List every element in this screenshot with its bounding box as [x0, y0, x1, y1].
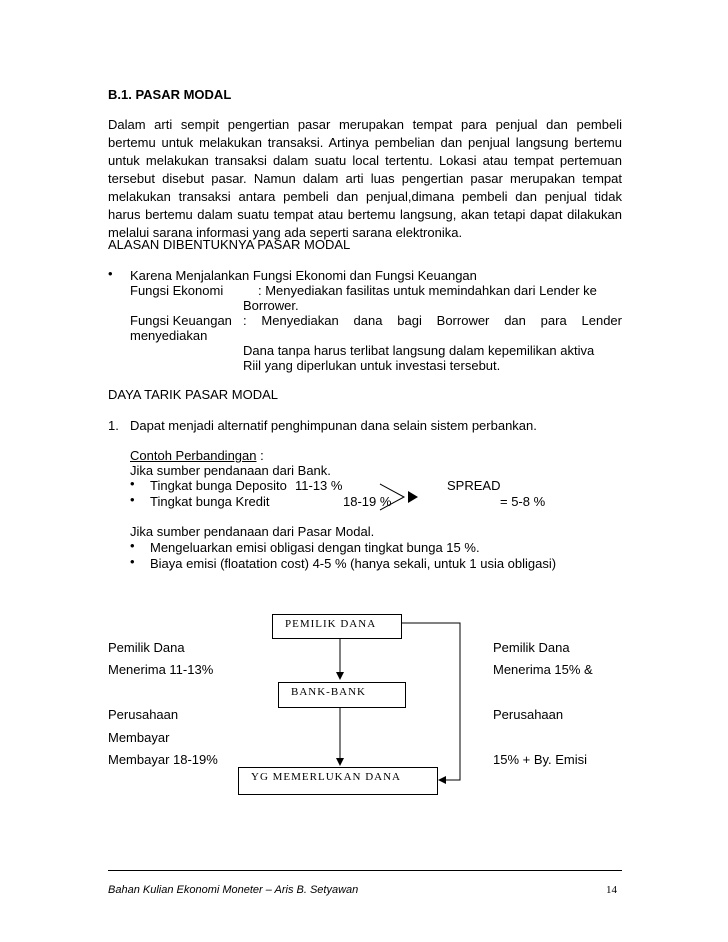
intro-line: harus bertemu dalam suatu tempat atau bertemu langsung, akan tetapi dapat dilakukan [108, 207, 622, 222]
left-caption: Perusahaan [108, 707, 179, 722]
credit-label: Tingkat bunga Kredit [150, 494, 270, 509]
intro-line: Dalam arti sempit pengertian pasar merupakan tempat para penjual dan pembeli [108, 117, 622, 132]
bank-intro: Jika sumber pendanaan dari Bank. [130, 463, 331, 478]
example-colon: : [256, 448, 264, 463]
credit-value: 18-19 % [343, 494, 392, 509]
fungsi-keuangan-label: Fungsi Keuangan [130, 313, 232, 328]
left-caption: Membayar 18-19% [108, 752, 218, 767]
box-yg-memerlukan-dana [238, 767, 438, 795]
reasons-item: Karena Menjalankan Fungsi Ekonomi dan Fungsi Keuangan [130, 268, 477, 283]
spread-label: SPREAD [447, 478, 501, 493]
right-caption: 15% + By. Emisi [493, 752, 588, 767]
fungsi-keuangan-wrap: menyediakan [130, 328, 208, 343]
point-number: 1. [108, 418, 119, 433]
market-item: Mengeluarkan emisi obligasi dengan tingkat bunga 15 %. [150, 540, 480, 555]
fungsi-ekonomi-desc: : Menyediakan fasilitas untuk memindahkan dari Lender ke [258, 283, 597, 298]
right-caption: Perusahaan [493, 707, 564, 722]
fungsi-ekonomi-label: Fungsi Ekonomi [130, 283, 224, 298]
example-label: Contoh Perbandingan [130, 448, 257, 463]
box-bank-label: BANK-BANK [291, 686, 366, 698]
box-bank [278, 682, 406, 708]
intro-line: untuk melakukan transaksi dalam suatu local tertentu. Lokasi atau tempat pertemuan [108, 153, 622, 168]
reasons-heading: ALASAN DIBENTUKNYA PASAR MODAL [108, 237, 351, 252]
right-caption: Pemilik Dana [493, 640, 570, 655]
box-yg-memerlukan-dana-label: YG MEMERLUKAN DANA [251, 771, 401, 783]
attraction-heading: DAYA TARIK PASAR MODAL [108, 387, 279, 402]
fungsi-keuangan-desc: : Menyediakan dana bagi Borrower dan para Lender [243, 313, 622, 328]
bullet-icon: • [130, 492, 135, 507]
footer-text: Bahan Kulian Ekonomi Moneter – Aris B. Setyawan [108, 884, 359, 896]
fungsi-keuangan-desc-3: Riil yang diperlukan untuk investasi tersebut. [243, 358, 501, 373]
page-number: 14 [606, 884, 617, 896]
left-caption: Membayar [108, 730, 170, 745]
spread-value: = 5-8 % [500, 494, 546, 509]
intro-line: bertemu untuk melakukan transaksi. Artinya pembelian dan penjual langsung bertemu [108, 135, 622, 150]
left-caption: Pemilik Dana [108, 640, 185, 655]
left-caption: Menerima 11-13% [108, 662, 214, 677]
bullet-icon: • [130, 476, 135, 491]
deposit-label: Tingkat bunga Deposito [150, 478, 287, 493]
bullet-icon: • [108, 266, 113, 281]
bullet-icon: • [130, 538, 135, 553]
right-caption: Menerima 15% & [493, 662, 593, 677]
market-item: Biaya emisi (floatation cost) 4-5 % (hanya sekali, untuk 1 usia obligasi) [150, 556, 557, 571]
intro-line: melalui sarana informasi yang ada seperti sarana elektronika. [108, 225, 463, 240]
box-pemilik-dana [272, 614, 402, 639]
box-pemilik-dana-label: PEMILIK DANA [285, 618, 377, 630]
bullet-icon: • [130, 554, 135, 569]
market-intro: Jika sumber pendanaan dari Pasar Modal. [130, 524, 375, 539]
fungsi-ekonomi-desc-cont: Borrower. [243, 298, 299, 313]
footer-divider [108, 870, 622, 871]
point-text: Dapat menjadi alternatif penghimpunan dana selain sistem perbankan. [130, 418, 537, 433]
section-title: B.1. PASAR MODAL [108, 87, 232, 102]
deposit-value: 11-13 % [295, 478, 343, 493]
fungsi-keuangan-desc-2: Dana tanpa harus terlibat langsung dalam kepemilikan aktiva [243, 343, 595, 358]
intro-line: melakukan transaksi antara pembeli dan penjual,dimana pembeli dan penjual tidak [108, 189, 622, 204]
intro-line: tersebut disebut pasar. Namun dalam arti luas pengertian pasar merupakan tempat [108, 171, 622, 186]
